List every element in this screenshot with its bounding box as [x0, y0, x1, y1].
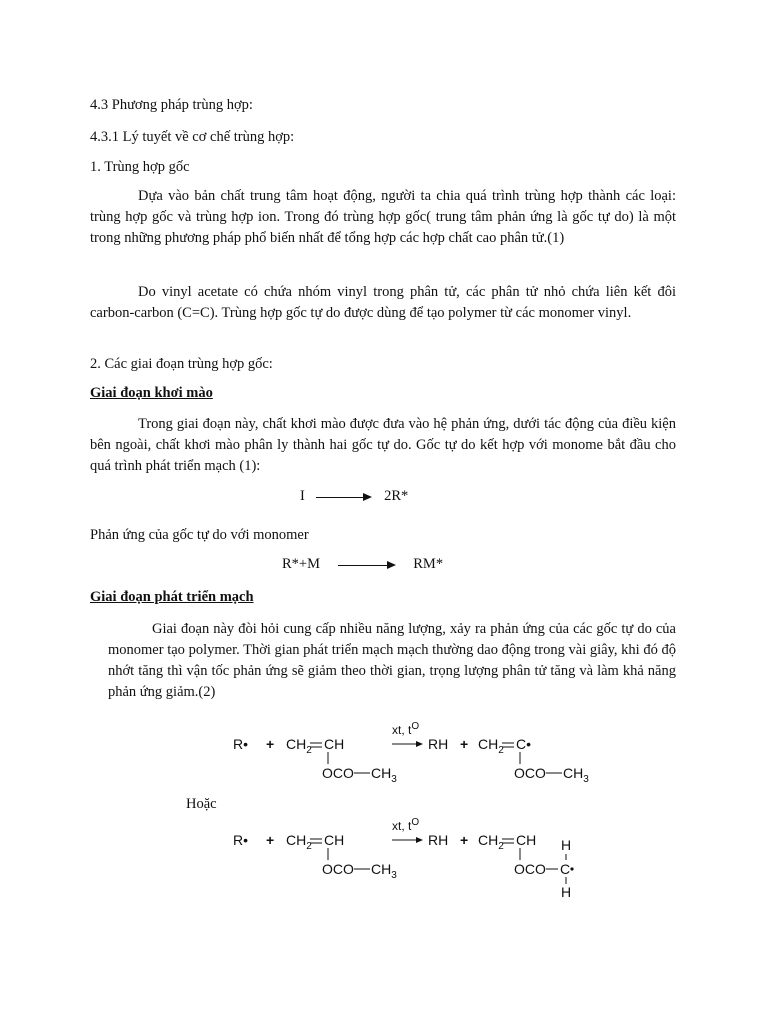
radical-dot — [570, 867, 573, 870]
plus-sign: + — [266, 736, 275, 752]
section-title: 4.3 Phương pháp trùng hợp: — [90, 97, 253, 113]
rh-label: RH — [428, 736, 449, 752]
eq2-right: RM* — [413, 556, 444, 572]
plus-sign-2: + — [460, 832, 469, 848]
item2-title: 2. Các giai đoạn trùng hợp gốc: — [90, 356, 273, 372]
equation-initiator — [300, 488, 408, 505]
heading-propagation: Giai đoạn phát triển mạch — [90, 589, 254, 605]
ch2-label: $CH_2$ — [286, 832, 312, 852]
plus-sign: + — [266, 832, 275, 848]
paragraph-2 — [90, 282, 676, 324]
h-bottom-label: H — [561, 884, 572, 900]
paragraph-4-text: Giai đoạn này đòi hỏi cung cấp nhiều năng lượng, xảy ra phản ứng của các gốc tự do của monomer tạo polymer. Thời gian phát triển mạch mạch thường dao động trong vài giây, khi đó độ nhớt tăng thì vận tốc phản ứng sẽ giảm theo thời gian, trọng lượng phân tử tăng và làm khả năng phản ứng giảm.(2) — [108, 621, 676, 700]
subsection-title: 4.3.1 Lý tuyết về cơ chế trùng hợp: — [90, 129, 295, 145]
arrow-icon — [316, 492, 372, 502]
condition-label: xt, $t^O$ — [392, 721, 420, 737]
ch-label: CH — [324, 832, 345, 848]
reaction-scheme-2 — [228, 814, 608, 900]
oco-label-2: OCO — [514, 861, 546, 877]
arrow-head-icon — [416, 741, 423, 747]
c-radical-label: C• — [516, 736, 532, 752]
eq1-left: I — [300, 488, 305, 504]
paragraph-1 — [90, 186, 676, 249]
ch2-label: $CH_2$ — [286, 736, 312, 756]
ch3-label-2: $CH_3$ — [563, 765, 589, 785]
arrow-head-icon — [416, 837, 423, 843]
reaction-scheme-1 — [228, 718, 608, 788]
heading-initiation: Giai đoạn khơi mào — [90, 385, 213, 401]
equation-radical-monomer — [282, 556, 443, 573]
paragraph-2-text: Do vinyl acetate có chứa nhóm vinyl trong phân tử, các phân tử nhỏ chứa liên kết đôi carbon-carbon (C=C). Trùng hợp gốc tự do được dùng để tạo polymer từ các monomer vinyl. — [90, 284, 676, 321]
c-label: C — [560, 861, 571, 877]
ch2-label-2: $CH_2$ — [478, 736, 504, 756]
arrow-icon — [338, 560, 396, 570]
rh-label: RH — [428, 832, 449, 848]
radical-label: R• — [233, 832, 249, 848]
item1-title: 1. Trùng hợp gốc — [90, 159, 190, 175]
paragraph-1-text: Dựa vào bản chất trung tâm hoạt động, người ta chia quá trình trùng hợp thành các loại: trùng hợp gốc và trùng hợp ion. Trong đó trùng hợp gốc( trung tâm phản ứng là gốc tự do) là một trong những phương pháp phổ biến nhất để tổng hợp các hợp chất cao phân tử.(1) — [90, 188, 676, 246]
radical-label: R• — [233, 736, 249, 752]
ch2-label-2: $CH_2$ — [478, 832, 504, 852]
paragraph-3 — [90, 414, 676, 477]
oco-label: OCO — [322, 861, 354, 877]
paragraph-3-text: Trong giai đoạn này, chất khơi mào được đưa vào hệ phản ứng, dưới tác động của điều kiện bên ngoài, chất khơi mào phân ly thành hai gốc tự do. Gốc tự do kết hợp với monome bắt đầu cho quá trình phát triển mạch (1): — [90, 416, 676, 474]
oco-label: OCO — [322, 765, 354, 781]
ch-label: CH — [324, 736, 345, 752]
paragraph-4 — [108, 619, 676, 703]
condition-label: xt, $t^O$ — [392, 817, 420, 833]
or-label: Hoặc — [186, 796, 217, 812]
ch3-label: $CH_3$ — [371, 765, 397, 785]
ch-label-2: CH — [516, 832, 537, 848]
plus-sign-2: + — [460, 736, 469, 752]
oco-label-2: OCO — [514, 765, 546, 781]
eq1-right: 2R* — [384, 488, 409, 504]
eq2-left: R*+M — [282, 556, 320, 572]
reaction-text: Phản ứng của gốc tự do với monomer — [90, 527, 309, 543]
ch3-label: $CH_3$ — [371, 861, 397, 881]
h-top-label: H — [561, 837, 572, 853]
